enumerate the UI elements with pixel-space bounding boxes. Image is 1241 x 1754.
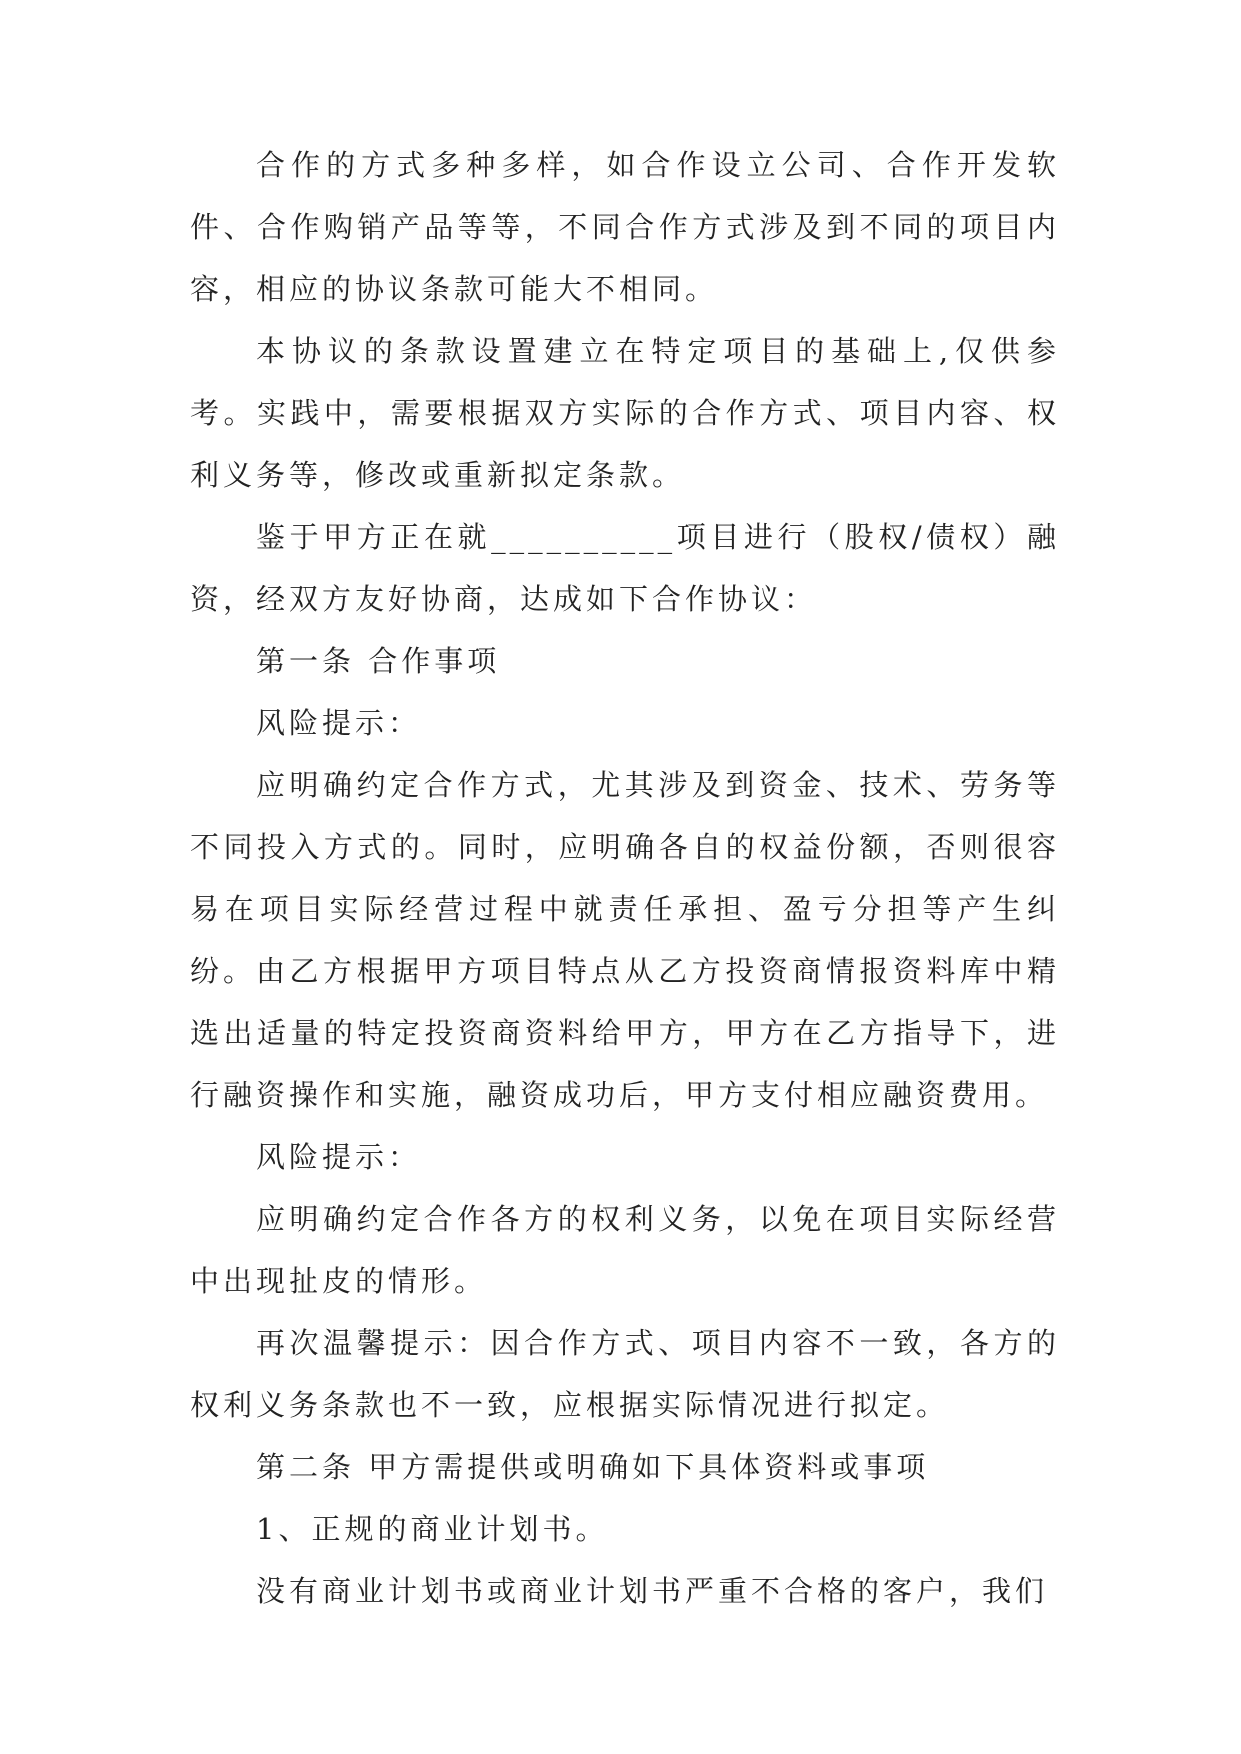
paragraph-agreement-reference: 本协议的条款设置建立在特定项目的基础上,仅供参考。实践中，需要根据双方实际的合作方式、项目内容、权利义务等，修改或重新拟定条款。 bbox=[190, 334, 1060, 492]
paragraph-whereas: 鉴于甲方正在就__________项目进行（股权/债权）融资，经双方友好协商，达成如下合作协议： bbox=[190, 520, 1060, 616]
heading-article-2: 第二条 甲方需提供或明确如下具体资料或事项 bbox=[256, 1450, 930, 1484]
paragraph-cooperation-matter: 由乙方根据甲方项目特点从乙方投资商情报资料库中精选出适量的特定投资商资料给甲方，甲方在乙方指导下，进行融资操作和实施，融资成功后，甲方支付相应融资费用。 bbox=[190, 954, 1060, 1112]
label-risk-warning-1: 风险提示： bbox=[256, 706, 422, 740]
list-item-business-plan: 1、正规的商业计划书。 bbox=[256, 1512, 609, 1546]
label-risk-warning-2: 风险提示： bbox=[256, 1140, 422, 1174]
paragraph-risk-warning-1: 应明确约定合作方式，尤其涉及到资金、技术、劳务等不同投入方式的。同时，应明确各自的权益份额，否则很容易在项目实际经营过程中就责任承担、盈亏分担等产生纠纷。 bbox=[190, 768, 1060, 988]
heading-article-1: 第一条 合作事项 bbox=[256, 644, 501, 678]
paragraph-cooperation-methods: 合作的方式多种多样，如合作设立公司、合作开发软件、合作购销产品等等，不同合作方式涉及到不同的项目内容，相应的协议条款可能大不相同。 bbox=[190, 148, 1060, 306]
paragraph-business-plan-note: 没有商业计划书或商业计划书严重不合格的客户，我们 bbox=[256, 1574, 1049, 1608]
paragraph-risk-warning-2: 应明确约定合作各方的权利义务，以免在项目实际经营中出现扯皮的情形。 bbox=[190, 1202, 1060, 1298]
paragraph-reminder: 再次温馨提示：因合作方式、项目内容不一致，各方的权利义务条款也不一致，应根据实际情况进行拟定。 bbox=[190, 1326, 1060, 1422]
